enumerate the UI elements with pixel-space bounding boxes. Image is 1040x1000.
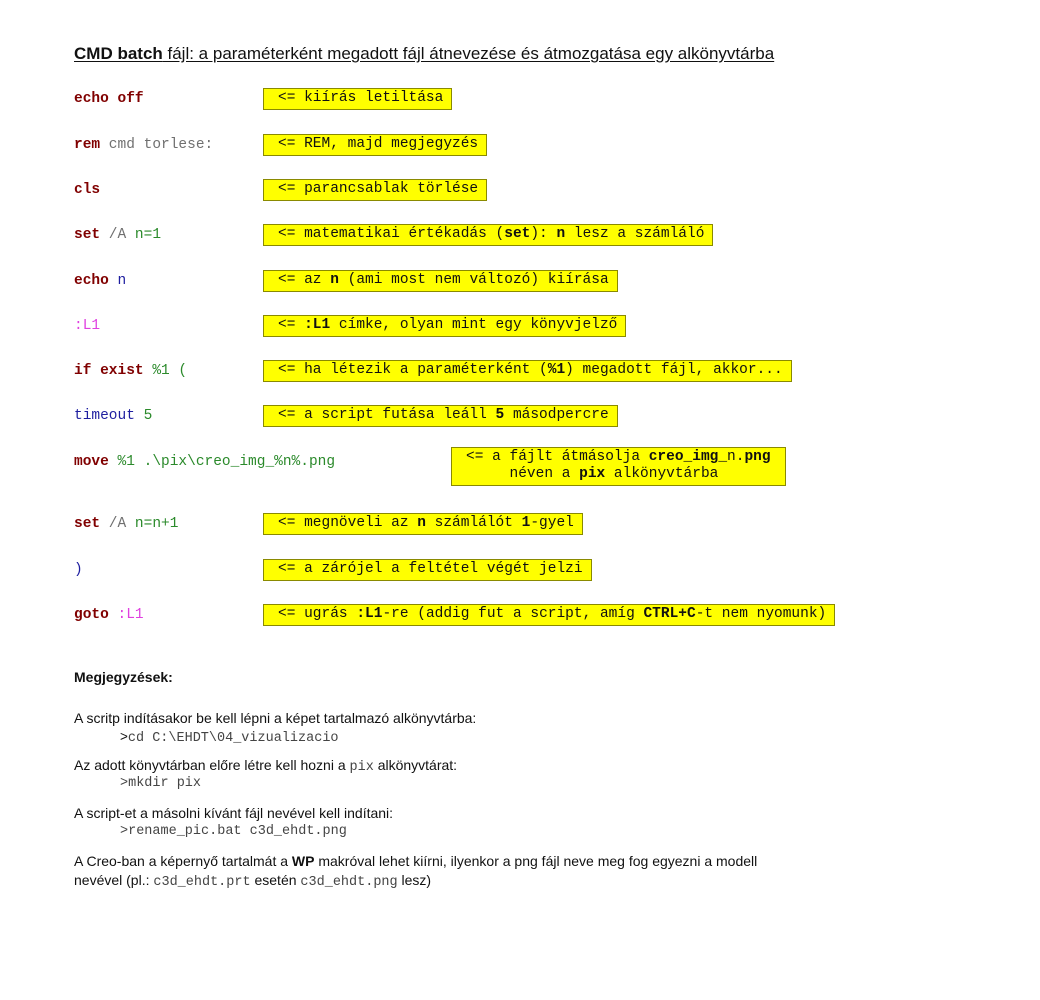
code-line-timeout xyxy=(74,408,152,424)
note-box xyxy=(451,447,786,486)
note-bold: pix xyxy=(579,466,606,482)
note-text: <= kiírás letiltása xyxy=(278,90,444,106)
note-text: -re (addig fut a script, amíg xyxy=(382,606,644,622)
note-bold: n xyxy=(330,272,339,288)
note-box xyxy=(263,224,713,246)
keyword: rem xyxy=(74,137,101,153)
note-box xyxy=(263,604,835,626)
code-line-close-paren xyxy=(74,562,83,578)
command-example: >mkdir pix xyxy=(120,776,202,791)
prompt-symbol: > xyxy=(120,729,128,744)
inline-code: pix xyxy=(349,760,374,775)
title-rest: fájl: a paraméterként megadott fájl átnevezése és átmozgatása egy alkönyvtárba xyxy=(162,44,775,63)
code-line-echo-n xyxy=(74,273,126,289)
remark-text: lesz) xyxy=(397,872,432,888)
note-text: <= ugrás xyxy=(278,606,357,622)
keyword: goto xyxy=(74,607,109,623)
title-bold: CMD batch xyxy=(74,44,163,63)
code-line-set-increment xyxy=(74,516,178,532)
note-box xyxy=(263,405,618,427)
note-bold: :L1 xyxy=(304,317,331,333)
argument: %1 ( xyxy=(143,363,188,379)
switch: /A xyxy=(100,516,127,532)
keyword: cls xyxy=(74,182,101,198)
note-text: <= REM, majd megjegyzés xyxy=(278,136,479,152)
note-text: ) megadott fájl, akkor... xyxy=(565,362,783,378)
page-title xyxy=(74,44,774,64)
note-bold: png xyxy=(744,449,771,465)
keyword: move xyxy=(74,454,109,470)
paren: ) xyxy=(74,562,83,578)
note-box xyxy=(263,559,592,581)
code-line-move xyxy=(74,454,335,470)
note-bold: %1 xyxy=(547,362,566,378)
remark-text: esetén xyxy=(250,872,301,888)
code-line-if-exist xyxy=(74,363,187,379)
keyword: set xyxy=(74,227,101,243)
note-box xyxy=(263,513,583,535)
remark-text: nevével (pl.: xyxy=(74,872,154,888)
note-text: másodpercre xyxy=(504,407,609,423)
note-text: -gyel xyxy=(530,515,574,531)
label: :L1 xyxy=(108,607,144,623)
note-text: _n. xyxy=(718,449,745,465)
note-text: <= ha létezik a paraméterként ( xyxy=(278,362,548,378)
command: timeout xyxy=(74,408,135,424)
argument: n=1 xyxy=(126,227,162,243)
remarks-heading: Megjegyzések: xyxy=(74,669,173,685)
note-text: <= xyxy=(278,317,305,333)
note-box xyxy=(263,360,792,382)
note-text: néven a xyxy=(466,466,580,482)
command-text: cd C:\EHDT\04_vizualizacio xyxy=(127,731,339,746)
note-text: <= matematikai értékadás ( xyxy=(278,226,505,242)
note-bold: :L1 xyxy=(356,606,383,622)
command-example xyxy=(120,729,339,746)
remark-paragraph xyxy=(74,872,431,890)
note-text: -t nem nyomunk) xyxy=(695,606,827,622)
command-example: >rename_pic.bat c3d_ehdt.png xyxy=(120,824,347,839)
remark-bold: WP xyxy=(291,853,315,869)
inline-code: c3d_ehdt.prt xyxy=(153,875,251,890)
note-text: <= a fájlt átmásolja xyxy=(466,449,649,465)
code-line-goto xyxy=(74,607,144,623)
label: :L1 xyxy=(74,318,101,334)
remark-text: alkönyvtárat: xyxy=(373,757,458,773)
note-text: címke, olyan mint egy könyvjelző xyxy=(330,317,618,333)
note-box xyxy=(263,134,487,156)
keyword: echo off xyxy=(74,91,144,107)
note-bold: creo_img xyxy=(648,449,719,465)
remark-text: Az adott könyvtárban előre létre kell hozni a xyxy=(74,757,350,773)
note-bold: 1 xyxy=(521,515,531,531)
note-text: <= a zárójel a feltétel végét jelzi xyxy=(278,561,583,577)
note-text: <= az xyxy=(278,272,331,288)
remark-text: A Creo-ban a képernyő tartalmát a xyxy=(74,853,292,869)
note-bold: CTRL+C xyxy=(643,606,696,622)
switch: /A xyxy=(100,227,127,243)
code-line-echo-off xyxy=(74,91,144,107)
code-line-label xyxy=(74,318,100,334)
code-line-cls xyxy=(74,182,100,198)
keyword: echo xyxy=(74,273,109,289)
argument: n xyxy=(108,273,127,289)
note-text: <= megnöveli az xyxy=(278,515,418,531)
note-text: (ami most nem változó) kiírása xyxy=(338,272,609,288)
note-bold: 5 xyxy=(495,407,505,423)
note-text: <= parancsablak törlése xyxy=(278,181,479,197)
code-line-rem xyxy=(74,137,213,153)
keyword: set xyxy=(74,516,101,532)
note-text: lesz a számláló xyxy=(565,226,705,242)
note-bold: n xyxy=(417,515,426,531)
remark-paragraph xyxy=(74,853,757,869)
note-box xyxy=(263,88,452,110)
comment-text: cmd torlese: xyxy=(100,137,214,153)
note-bold: n xyxy=(556,226,566,242)
remark-paragraph: A script-et a másolni kívánt fájl nevével kell indítani: xyxy=(74,805,394,821)
argument: n=n+1 xyxy=(126,516,179,532)
remark-paragraph: A scritp indításakor be kell lépni a képet tartalmazó alkönyvtárba: xyxy=(74,710,477,726)
note-text: ): xyxy=(530,226,557,242)
note-bold: set xyxy=(504,226,531,242)
inline-code: c3d_ehdt.png xyxy=(300,875,398,890)
note-text: alkönyvtárba xyxy=(605,466,719,482)
note-text: <= a script futása leáll xyxy=(278,407,496,423)
note-box xyxy=(263,270,618,292)
argument: %1 .\pix\creo_img_%n%.png xyxy=(108,454,336,470)
argument: 5 xyxy=(134,408,153,424)
keyword: if exist xyxy=(74,363,144,379)
note-text: számlálót xyxy=(425,515,522,531)
code-line-set-n xyxy=(74,227,161,243)
note-box xyxy=(263,315,626,337)
note-box xyxy=(263,179,487,201)
remark-text: makróval lehet kiírni, ilyenkor a png fájl neve meg fog egyezni a modell xyxy=(314,853,758,869)
remark-paragraph xyxy=(74,757,457,775)
